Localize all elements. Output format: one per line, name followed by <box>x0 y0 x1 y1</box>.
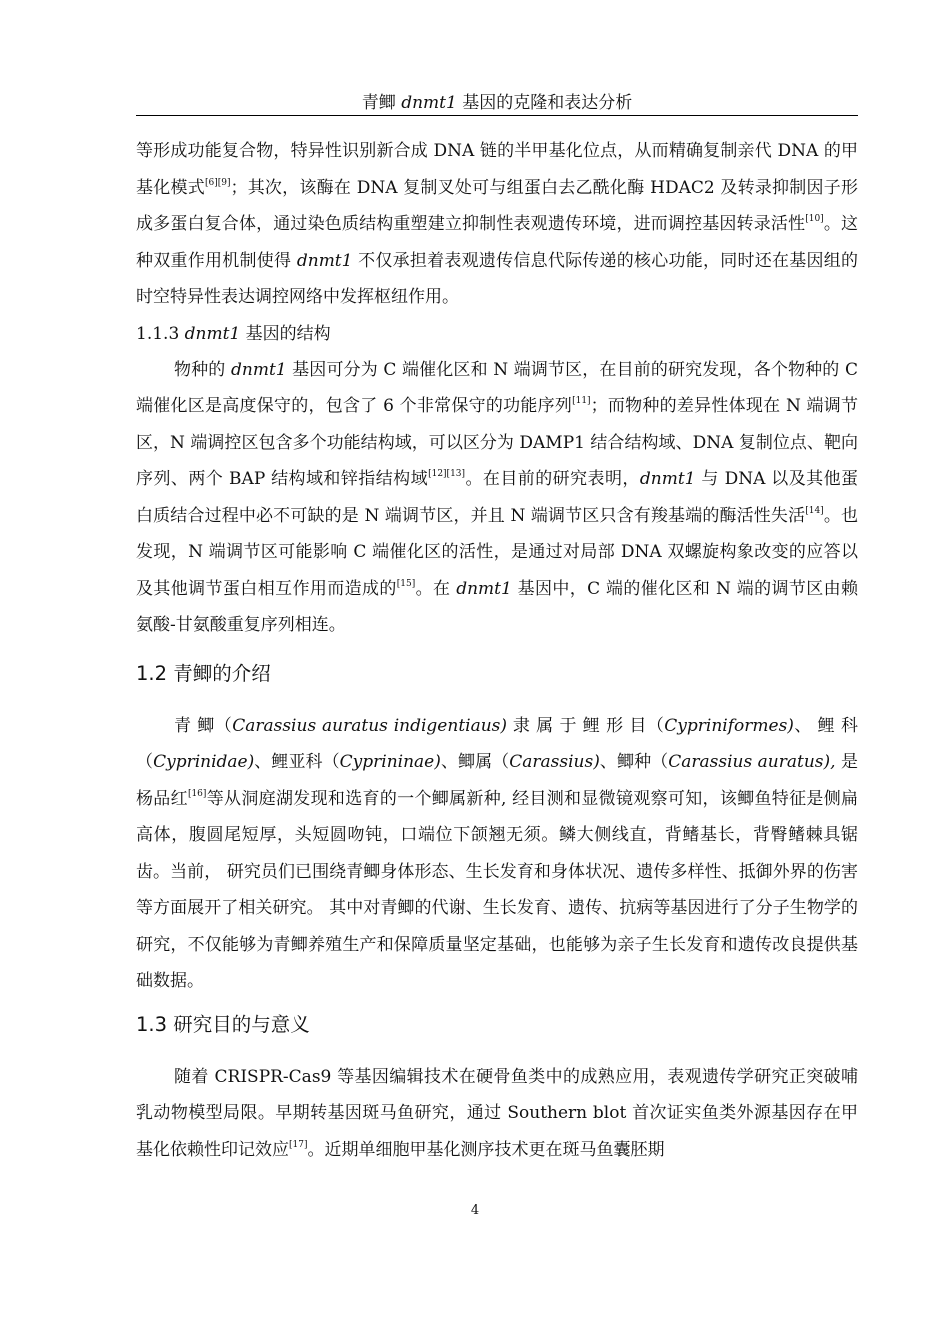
header-title-suffix: 基因的克隆和表达分析 <box>456 93 633 113</box>
paragraph-dnmt1-structure <box>136 352 858 644</box>
header-title-prefix: 青鲫 <box>361 93 402 113</box>
text-run: 基因可分为 C 端催化区和 N 端调节区，在目前的研究发现，各个物种的 C 端催化区是高度保守的，包含了 6 个非常保守的功能序列 <box>136 359 859 416</box>
text-run: 、鲤亚科（ <box>254 752 340 772</box>
taxon-name: Cyprinidae) <box>153 752 255 772</box>
gene-name: dnmt1 <box>231 359 287 380</box>
citation: [15] <box>396 578 416 589</box>
text-run: 。也发现，N 端调节区可能影响 C 端催化区的活性，是通过对局部 DNA 双螺旋构象改变的应答以及其他调节蛋白相互作用而造成的 <box>136 505 858 599</box>
text-run: 等形成功能复合物，特异性识别新合成 DNA 链的半甲基化位点，从而精确复制亲代 DNA 的甲基化模式 <box>136 141 858 198</box>
text-run: 随着 CRISPR-Cas9 等基因编辑技术在硬骨鱼类中的成熟应用，表观遗传学研究正突破哺乳动物模型局限。早期转基因斑马鱼研究，通过 Southern blot 首次证实鱼类外源基因存在甲基化依赖性印记效应 <box>136 1066 858 1160</box>
body-text <box>136 133 858 1168</box>
page-number: 4 <box>470 1203 480 1218</box>
text-run: 不仅承担着表观遗传信息代际传递的核心功能，同时还在基因组的时空特异性表达调控网络中发挥枢纽作用。 <box>136 250 858 307</box>
paragraph-research-purpose <box>136 1059 858 1169</box>
text-run: 隶 属 于 鲤 形 目（ <box>507 715 665 736</box>
paragraph-dnmt1-function <box>136 133 858 316</box>
text-run: 。在 <box>415 578 457 599</box>
gene-name: dnmt1 <box>456 578 512 599</box>
section-heading-1-2: 1.2 青鲫的介绍 <box>136 661 271 685</box>
section-heading-1-3: 1.3 研究目的与意义 <box>136 1012 310 1036</box>
text-run: 。在目前的研究表明， <box>465 469 640 489</box>
citation: [16] <box>187 788 207 799</box>
text-run: 基因中，C 端的催化区和 N 端的调节区由赖氨酸-甘氨酸重复序列相连。 <box>136 578 859 635</box>
text-run: ；而物种的差异性体现在 N 端调节区，N 端调控区包含多个功能结构域，可以区分为 DAMP1 结合结构域、DNA 复制位点、靶向序列、两个 BAP 结构域和锌指结构域 <box>136 396 858 489</box>
gene-name: dnmt1 <box>184 323 241 344</box>
gene-name: dnmt1 <box>296 250 353 271</box>
heading-number: 1.1.3 <box>136 323 185 344</box>
gene-name: dnmt1 <box>639 469 696 489</box>
text-run: 、鲫属（ <box>440 752 510 772</box>
text-run: 、鲫种（ <box>599 752 669 772</box>
taxon-name: Carassius) <box>509 752 600 772</box>
species-name: Carassius auratus indigentiaus) <box>232 715 508 736</box>
header-title-gene: dnmt1 <box>401 93 457 113</box>
text-run: 是杨品红 <box>136 752 859 809</box>
header-rule <box>136 115 858 116</box>
taxon-name: Cypriniformes) <box>664 715 794 736</box>
text-run: ；其次，该酶在 DNA 复制叉处可与组蛋白去乙酰化酶 HDAC2 及转录抑制因子形成多蛋白复合体，通过染色质结构重塑建立抑制性表观遗传环境，进而调控基因转录活性 <box>136 177 859 234</box>
heading-text: 基因的结构 <box>240 323 331 344</box>
citation: [14] <box>805 505 824 516</box>
text-run: 。这种双重作用机制使得 <box>136 214 859 271</box>
text-run: 、 鲤 科（ <box>136 715 858 772</box>
running-header <box>136 92 858 114</box>
text-run: 物种的 <box>174 359 231 380</box>
citation: [17] <box>289 1139 308 1150</box>
text-run: 与 DNA 以及其他蛋白质结合过程中必不可缺的是 N 端调节区，并且 N 端调节区只含有羧基端的酶活性失活 <box>136 469 859 526</box>
text-run: 青 鲫（ <box>174 715 233 736</box>
paragraph-crucian-intro <box>136 708 858 1000</box>
citation: [10] <box>805 214 824 224</box>
taxon-name: Cyprininae) <box>339 752 441 772</box>
text-run: 。近期单细胞甲基化测序技术更在斑马鱼囊胚期 <box>307 1139 665 1160</box>
taxon-name: Carassius auratus), <box>668 752 836 772</box>
citation: [12][13] <box>428 469 466 479</box>
citation: [11] <box>572 396 591 406</box>
citation: [6][9] <box>204 177 231 188</box>
subsection-heading-1-1-3 <box>136 316 858 352</box>
text-run: 等从洞庭湖发现和选育的一个鲫属新种, 经目测和显微镜观察可知，该鲫鱼特征是侧扁高体，腹圆尾短厚，头短圆吻钝，口端位下颌翘无须。鳞大侧线直，背鳍基长，背臀鳍棘具锯齿。当前， 研究员们已围绕青鲫身体形态、生长发育和身体状况、遗传多样性、抵御外界的伤害等方面展开了相关研究。 其中对青鲫的代谢、生长发育、遗传、抗病等基因进行了分子生物学的研究，不仅能够为青鲫养殖生产和保障质量坚定基础，也能够为亲子生长发育和遗传改良提供基础数据。 <box>136 788 859 991</box>
